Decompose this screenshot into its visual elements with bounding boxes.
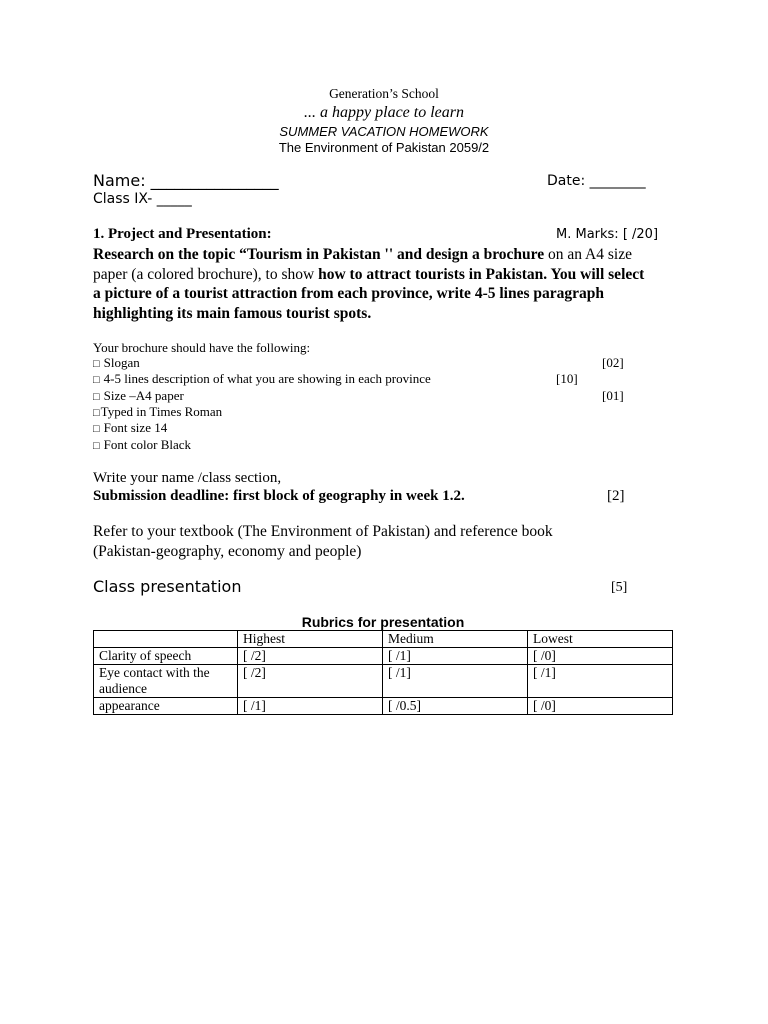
- reference-line-1: Refer to your textbook (The Environment of Pakistan) and reference book: [93, 523, 553, 540]
- table-cell: Clarity of speech: [94, 648, 238, 665]
- table-cell: [ /1]: [383, 648, 528, 665]
- table-cell: [ /1]: [528, 665, 673, 698]
- name-field-label: Name: ________________: [93, 171, 279, 190]
- list-item: □Typed in Times Roman: [93, 404, 223, 419]
- list-item: □ 4-5 lines description of what you are showing in each province: [93, 371, 431, 386]
- class-presentation-label: Class presentation: [93, 577, 242, 596]
- table-cell: [ /0]: [528, 648, 673, 665]
- max-marks: M. Marks: [ /20]: [556, 227, 659, 242]
- table-header-row: [94, 631, 673, 648]
- class-field-label: Class IX- _____: [93, 191, 192, 207]
- table-row: [94, 698, 673, 715]
- project-instructions: [93, 245, 653, 323]
- table-cell: [ /0.5]: [383, 698, 528, 715]
- homework-title: SUMMER VACATION HOMEWORK: [279, 124, 489, 139]
- table-header-cell: [94, 631, 238, 648]
- table-header-cell: Lowest: [528, 631, 673, 648]
- table-cell: [ /1]: [238, 698, 383, 715]
- item-marks: [02]: [602, 355, 624, 370]
- instruction-bold-1: Research on the topic “Tourism in Pakistan '' and design a brochure: [93, 246, 545, 263]
- list-item: □ Font color Black: [93, 437, 192, 452]
- rubric-table: [93, 630, 673, 715]
- table-row: [94, 665, 673, 698]
- list-item: □ Slogan: [93, 355, 140, 370]
- table-cell: [ /2]: [238, 665, 383, 698]
- reference-line-2: (Pakistan-geography, economy and people): [93, 543, 362, 560]
- rubric-title: Rubrics for presentation: [301, 614, 465, 630]
- list-item: □ Font size 14: [93, 420, 168, 435]
- table-cell: Eye contact with the audience: [94, 665, 238, 698]
- write-name-instruction: Write your name /class section,: [93, 470, 282, 486]
- checkbox-icon: □: [93, 358, 100, 370]
- table-header-cell: Highest: [238, 631, 383, 648]
- table-cell: appearance: [94, 698, 238, 715]
- list-item: □ Size –A4 paper: [93, 388, 184, 403]
- submission-deadline: Submission deadline: first block of geography in week 1.2.: [93, 488, 465, 504]
- table-header-cell: Medium: [383, 631, 528, 648]
- checkbox-icon: □: [93, 407, 100, 419]
- item-marks: [10]: [556, 371, 578, 386]
- table-cell: [ /1]: [383, 665, 528, 698]
- deadline-marks: [2]: [607, 488, 625, 504]
- checkbox-icon: □: [93, 391, 100, 403]
- table-cell: [ /0]: [528, 698, 673, 715]
- brochure-heading: Your brochure should have the following:: [93, 340, 311, 355]
- school-motto: ... a happy place to learn: [304, 104, 464, 121]
- date-field-label: Date: ________: [547, 173, 646, 189]
- checkbox-icon: □: [93, 440, 100, 452]
- table-cell: [ /2]: [238, 648, 383, 665]
- item-marks: [01]: [602, 388, 624, 403]
- checkbox-icon: □: [93, 374, 100, 386]
- class-presentation-marks: [5]: [611, 580, 628, 595]
- instruction-text-1: on an A4 size paper (a colored brochure), to show: [93, 246, 632, 283]
- checkbox-icon: □: [93, 423, 100, 435]
- section-heading: 1. Project and Presentation:: [93, 226, 272, 242]
- subject-title: The Environment of Pakistan 2059/2: [278, 140, 490, 155]
- instruction-bold-2: how to attract tourists in Pakistan. You will select a picture of a tourist attraction from each province, write 4-5 lines paragraph highlighting its main famous tourist spots.: [93, 265, 645, 322]
- table-row: [94, 648, 673, 665]
- school-name: Generation’s School: [329, 86, 439, 101]
